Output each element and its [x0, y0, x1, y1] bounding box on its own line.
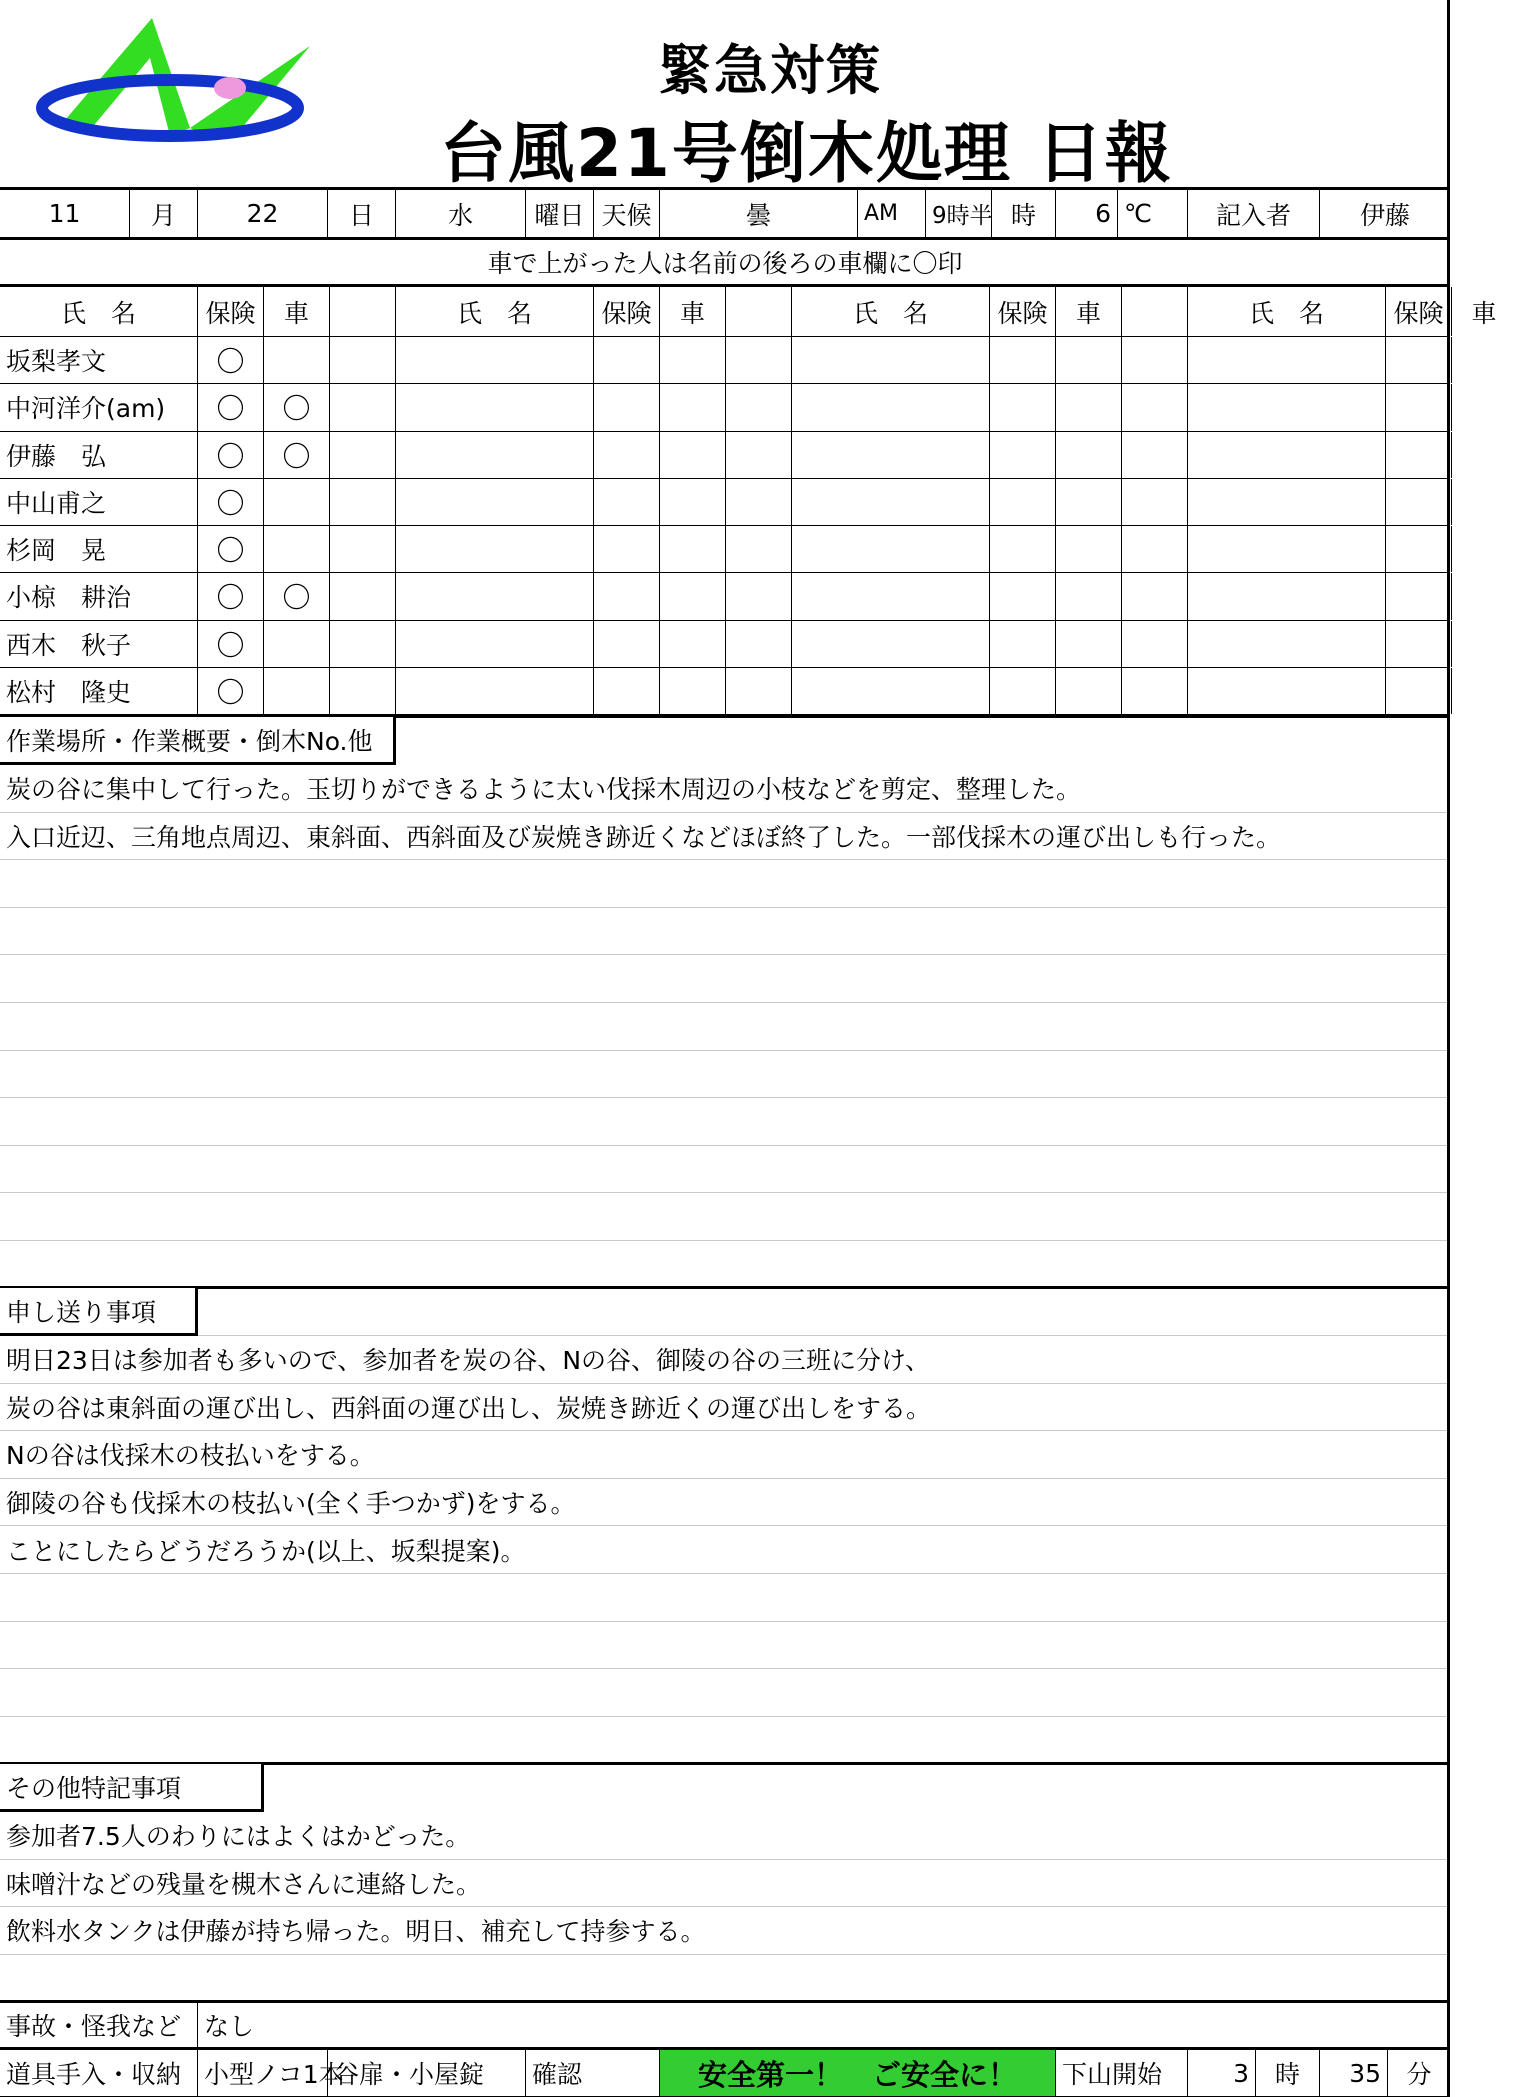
attendance-header-name: 氏 名: [396, 287, 594, 336]
attendee-car-cell: [264, 668, 330, 714]
attendee-name-cell: 中河洋介(am): [0, 384, 198, 430]
attendee-car-cell: [1056, 621, 1122, 667]
attendance-header-blank: [330, 287, 396, 336]
weather-value: 曇: [660, 190, 858, 237]
car-note-row: [0, 240, 1450, 287]
day-value: 22: [198, 190, 328, 237]
attendee-blank-cell: [726, 384, 792, 430]
list-item: 炭の谷に集中して行った。玉切りができるように太い伐採木周辺の小枝などを剪定、整理した。: [0, 765, 1447, 813]
temperature-value: 6: [1056, 190, 1118, 237]
attendee-name-cell: [1188, 526, 1386, 572]
attendee-insurance-cell: [990, 337, 1056, 383]
attendee-name-cell: [1188, 384, 1386, 430]
report-header: [0, 0, 1450, 190]
list-item: [0, 1574, 1447, 1622]
list-item: [0, 1098, 1447, 1146]
attendee-car-cell: [1056, 337, 1122, 383]
attendee-insurance-cell: [594, 526, 660, 572]
report-title-line1: 緊急対策: [658, 39, 882, 102]
attendee-car-cell: [1056, 479, 1122, 525]
list-item: 入口近辺、三角地点周辺、東斜面、西斜面及び炭焼き跡近くなどほぼ終了した。一部伐採木の運び出しも行った。: [0, 813, 1447, 861]
attendee-blank-cell: [1122, 479, 1188, 525]
attendance-header-car: 車: [1471, 298, 1497, 328]
attendee-blank-cell: [726, 337, 792, 383]
attendee-name-cell: 伊藤 弘: [0, 432, 198, 478]
handover-section-divider: [0, 1286, 1450, 1289]
attendee-name-cell: [792, 573, 990, 619]
attendance-header-insurance: 保険: [198, 287, 264, 336]
attendee-insurance-cell: 〇: [198, 479, 264, 525]
attendee-name-cell: [396, 479, 594, 525]
table-row: [0, 479, 1450, 526]
attendee-insurance-cell: [990, 479, 1056, 525]
attendee-name-cell: [396, 621, 594, 667]
attendee-insurance-cell: [1386, 573, 1452, 619]
attendee-name-cell: 松村 隆史: [0, 668, 198, 714]
attendee-car-cell: [1452, 337, 1516, 383]
attendee-car-cell: [1056, 432, 1122, 478]
table-row: [0, 668, 1450, 715]
attendee-insurance-cell: 〇: [198, 384, 264, 430]
handover-section-label: 申し送り事項: [0, 1288, 198, 1336]
confirm-label: 確認: [526, 2050, 660, 2096]
attendee-name-cell: [792, 668, 990, 714]
list-item: 明日23日は参加者も多いので、参加者を炭の谷、Nの谷、御陵の谷の三班に分け、: [0, 1336, 1447, 1384]
attendance-header-row: [0, 287, 1497, 337]
attendee-car-cell: [1056, 526, 1122, 572]
attendee-insurance-cell: [990, 668, 1056, 714]
list-item: [0, 1193, 1447, 1241]
attendee-blank-cell: [1122, 432, 1188, 478]
list-item: 御陵の谷も伐採木の枝払い(全く手つかず)をする。: [0, 1479, 1447, 1527]
attendance-header-car: 車: [660, 287, 726, 336]
list-item: [0, 1955, 1447, 2003]
attendee-blank-cell: [330, 573, 396, 619]
attendee-blank-cell: [726, 573, 792, 619]
attendee-name-cell: [396, 432, 594, 478]
attendee-insurance-cell: [594, 668, 660, 714]
date-row: [0, 190, 1450, 240]
list-item: ことにしたらどうだろうか(以上、坂梨提案)。: [0, 1526, 1447, 1574]
weekday-value: 水: [396, 190, 526, 237]
attendee-car-cell: [264, 337, 330, 383]
attendee-insurance-cell: [990, 526, 1056, 572]
list-item: [0, 1622, 1447, 1670]
attendance-header-insurance: 保険: [1386, 287, 1452, 336]
attendee-blank-cell: [726, 621, 792, 667]
time-unit: 時: [992, 190, 1056, 237]
attendee-car-cell: [1452, 668, 1516, 714]
month-unit: 月: [130, 190, 198, 237]
temperature-unit: ℃: [1118, 190, 1188, 237]
lock-label: 谷扉・小屋錠: [328, 2050, 526, 2096]
attendee-insurance-cell: 〇: [198, 337, 264, 383]
table-row: [0, 621, 1450, 668]
attendance-header-car: 車: [1056, 287, 1122, 336]
attendee-name-cell: 西木 秋子: [0, 621, 198, 667]
attendee-blank-cell: [1122, 573, 1188, 619]
attendee-name-cell: 中山甫之: [0, 479, 198, 525]
attendance-header-name: 氏 名: [0, 287, 198, 336]
attendee-car-cell: [660, 479, 726, 525]
attendance-header-name: 氏 名: [1188, 287, 1386, 336]
list-item: [0, 1289, 1447, 1337]
list-item: 参加者7.5人のわりにはよくはかどった。: [0, 1812, 1447, 1860]
attendee-insurance-cell: [1386, 668, 1452, 714]
attendee-car-cell: [264, 621, 330, 667]
attendee-blank-cell: [330, 384, 396, 430]
attendee-car-cell: [1452, 526, 1516, 572]
table-row: [0, 337, 1450, 384]
list-item: [0, 1003, 1447, 1051]
attendee-insurance-cell: [1386, 384, 1452, 430]
table-row: [0, 526, 1450, 573]
attendee-name-cell: [396, 337, 594, 383]
accident-label: 事故・怪我など: [0, 2003, 198, 2047]
attendee-blank-cell: [726, 432, 792, 478]
attendee-insurance-cell: [1386, 526, 1452, 572]
time-value: 9時半: [926, 190, 992, 237]
attendee-insurance-cell: [990, 573, 1056, 619]
attendee-blank-cell: [726, 526, 792, 572]
attendee-car-cell: [660, 337, 726, 383]
attendee-car-cell: [660, 384, 726, 430]
attendee-car-cell: [1452, 479, 1516, 525]
list-item: [0, 1241, 1447, 1289]
attendee-blank-cell: [330, 432, 396, 478]
attendee-car-cell: 〇: [264, 432, 330, 478]
attendee-name-cell: [396, 668, 594, 714]
attendee-name-cell: [792, 337, 990, 383]
other-section-label: その他特記事項: [0, 1764, 264, 1812]
attendee-name-cell: [792, 526, 990, 572]
accident-value: なし: [204, 2012, 255, 2041]
attendee-name-cell: 杉岡 晃: [0, 526, 198, 572]
time-prefix: AM: [858, 190, 926, 237]
attendee-insurance-cell: [594, 337, 660, 383]
attendee-blank-cell: [726, 668, 792, 714]
car-note: 車で上がった人は名前の後ろの車欄に〇印: [487, 249, 963, 278]
attendee-insurance-cell: [990, 384, 1056, 430]
list-item: Nの谷は伐採木の枝払いをする。: [0, 1431, 1447, 1479]
attendee-name-cell: [396, 573, 594, 619]
descent-hour: 3: [1188, 2050, 1256, 2096]
attendee-car-cell: 〇: [264, 384, 330, 430]
attendee-name-cell: [792, 384, 990, 430]
attendee-blank-cell: [330, 621, 396, 667]
attendee-name-cell: [792, 479, 990, 525]
attendee-name-cell: [1188, 621, 1386, 667]
attendee-insurance-cell: [990, 432, 1056, 478]
attendee-blank-cell: [330, 479, 396, 525]
attendee-insurance-cell: 〇: [198, 668, 264, 714]
month-value: 11: [0, 190, 130, 237]
attendance-header-name: 氏 名: [792, 287, 990, 336]
list-item: [0, 1717, 1447, 1765]
attendee-name-cell: [1188, 668, 1386, 714]
attendee-name-cell: 坂梨孝文: [0, 337, 198, 383]
list-item: [0, 1051, 1447, 1099]
attendee-blank-cell: [1122, 668, 1188, 714]
table-row: [0, 573, 1450, 620]
attendee-name-cell: [792, 621, 990, 667]
attendee-blank-cell: [726, 479, 792, 525]
list-item: 味噌汁などの残量を槻木さんに連絡した。: [0, 1860, 1447, 1908]
attendee-insurance-cell: [990, 621, 1056, 667]
attendance-header-car: 車: [264, 287, 330, 336]
work-section-label: 作業場所・作業概要・倒木No.他: [0, 717, 396, 765]
attendee-insurance-cell: [594, 573, 660, 619]
list-item: [0, 955, 1447, 1003]
attendance-header-blank: [1122, 287, 1188, 336]
attendee-name-cell: [1188, 479, 1386, 525]
report-title-line2: 台風21号倒木処理 日報: [440, 115, 1173, 192]
attendee-car-cell: [264, 479, 330, 525]
attendee-car-cell: [1056, 668, 1122, 714]
attendee-car-cell: 〇: [264, 573, 330, 619]
attendee-blank-cell: [1122, 337, 1188, 383]
attendee-insurance-cell: [1386, 621, 1452, 667]
attendee-name-cell: [396, 384, 594, 430]
attendee-insurance-cell: 〇: [198, 526, 264, 572]
table-row: [0, 432, 1450, 479]
tools-value: 小型ノコ1本: [198, 2050, 328, 2096]
attendee-insurance-cell: [594, 432, 660, 478]
attendee-car-cell: [264, 526, 330, 572]
attendee-car-cell: [660, 432, 726, 478]
list-item: [0, 1146, 1447, 1194]
attendee-insurance-cell: [1386, 337, 1452, 383]
attendee-name-cell: [1188, 432, 1386, 478]
attendee-car-cell: [660, 621, 726, 667]
attendee-blank-cell: [1122, 621, 1188, 667]
attendance-header-blank: [726, 287, 792, 336]
list-item: [0, 908, 1447, 956]
attendee-blank-cell: [1122, 384, 1188, 430]
accident-row: [0, 2000, 1450, 2048]
writer-label: 記入者: [1188, 190, 1320, 237]
weather-label: 天候: [594, 190, 660, 237]
attendee-car-cell: [1452, 621, 1516, 667]
attendee-car-cell: [1056, 573, 1122, 619]
safety-message: 安全第一！ ご安全に！: [660, 2050, 1056, 2096]
attendee-insurance-cell: 〇: [198, 621, 264, 667]
attendee-car-cell: [1452, 384, 1516, 430]
attendee-car-cell: [660, 573, 726, 619]
attendee-car-cell: [1056, 384, 1122, 430]
attendee-insurance-cell: 〇: [198, 573, 264, 619]
attendee-blank-cell: [1122, 526, 1188, 572]
attendee-name-cell: [396, 526, 594, 572]
list-item: [0, 1669, 1447, 1717]
attendee-car-cell: [1452, 573, 1516, 619]
attendee-insurance-cell: [594, 384, 660, 430]
descent-minute-unit: 分: [1406, 2060, 1432, 2089]
attendee-car-cell: [1452, 432, 1516, 478]
descent-minute: 35: [1320, 2050, 1388, 2096]
descent-label: 下山開始: [1056, 2050, 1188, 2096]
attendance-header-insurance: 保険: [990, 287, 1056, 336]
day-unit: 日: [328, 190, 396, 237]
descent-hour-unit: 時: [1256, 2050, 1320, 2096]
attendee-insurance-cell: 〇: [198, 432, 264, 478]
attendee-insurance-cell: [1386, 432, 1452, 478]
attendee-insurance-cell: [594, 621, 660, 667]
attendee-blank-cell: [330, 668, 396, 714]
tools-label: 道具手入・収納: [0, 2050, 198, 2096]
attendee-insurance-cell: [594, 479, 660, 525]
attendee-name-cell: 小椋 耕治: [0, 573, 198, 619]
list-item: 炭の谷は東斜面の運び出し、西斜面の運び出し、炭焼き跡近くの運び出しをする。: [0, 1384, 1447, 1432]
attendee-car-cell: [660, 526, 726, 572]
attendee-blank-cell: [330, 526, 396, 572]
attendee-car-cell: [660, 668, 726, 714]
weekday-label: 曜日: [526, 190, 594, 237]
attendance-header-insurance: 保険: [594, 287, 660, 336]
attendee-name-cell: [1188, 337, 1386, 383]
attendee-blank-cell: [330, 337, 396, 383]
footer-row: [0, 2048, 1450, 2097]
list-item: 飲料水タンクは伊藤が持ち帰った。明日、補充して持参する。: [0, 1907, 1447, 1955]
attendee-name-cell: [792, 432, 990, 478]
writer-value: 伊藤: [1359, 200, 1410, 230]
attendee-insurance-cell: [1386, 479, 1452, 525]
list-item: [0, 860, 1447, 908]
attendee-name-cell: [1188, 573, 1386, 619]
table-row: [0, 384, 1450, 431]
